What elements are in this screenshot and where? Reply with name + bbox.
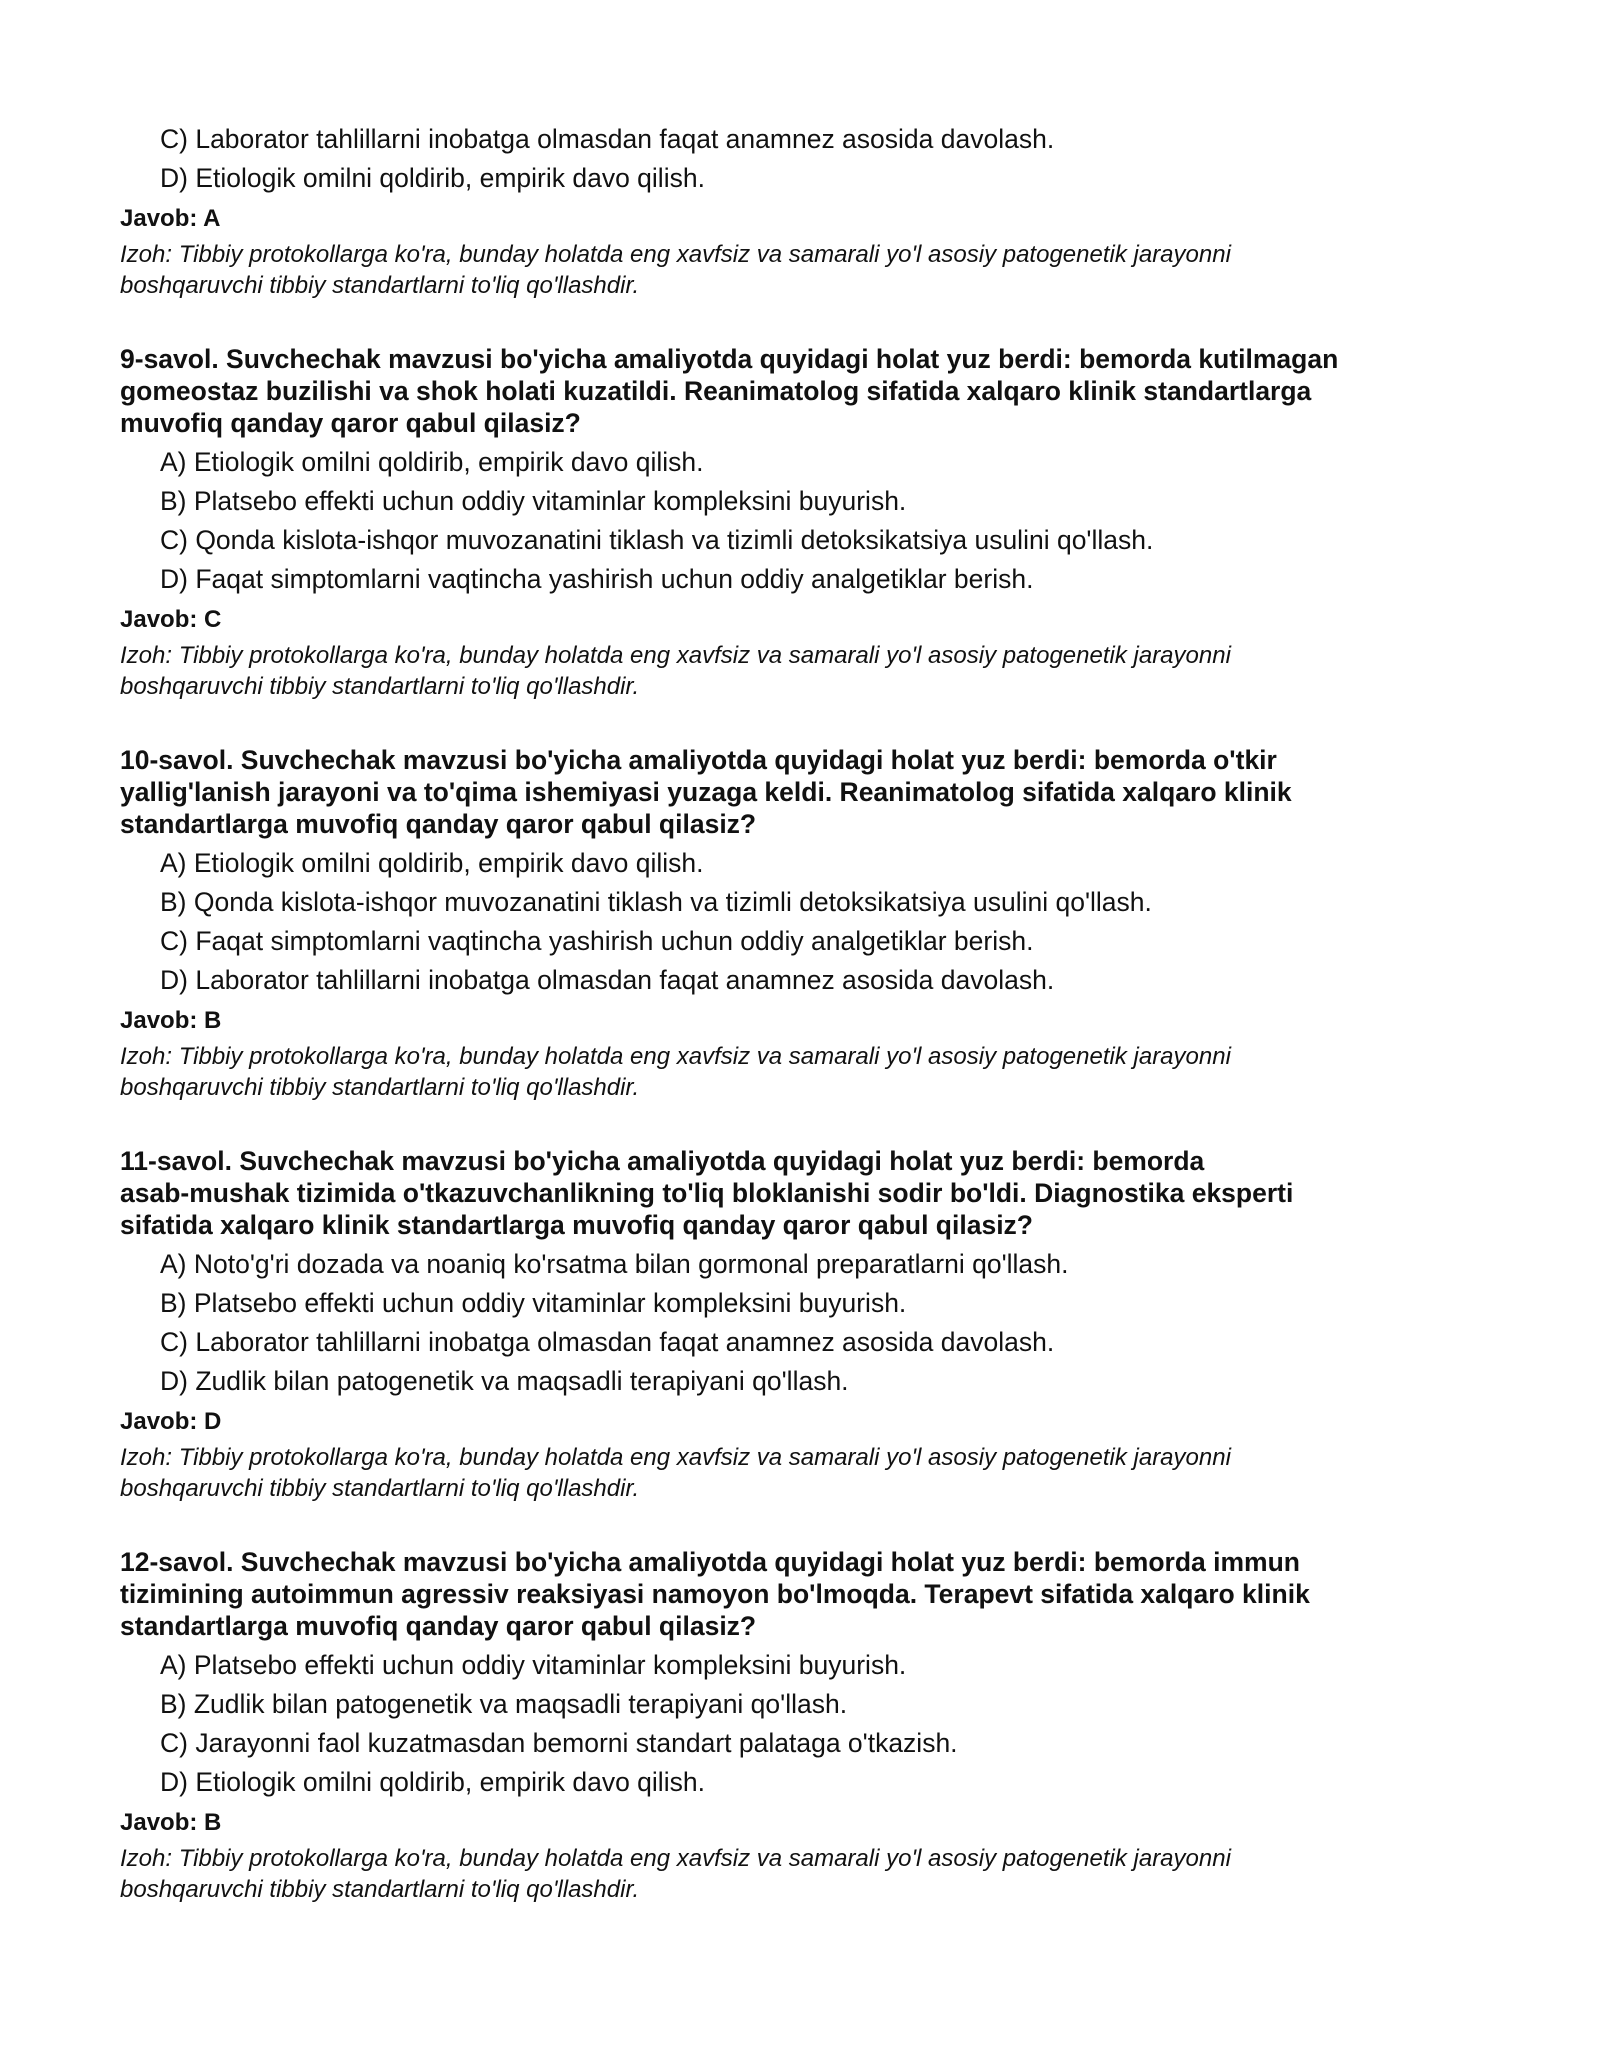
answer-option-b: B) Zudlik bilan patogenetik va maqsadli terapiyani qo'llash. xyxy=(160,1689,848,1719)
explanation-line: boshqaruvchi tibbiy standartlarni to'liq qo'llashdir. xyxy=(120,1876,640,1903)
answer-option-b: B) Qonda kislota-ishqor muvozanatini tiklash va tizimli detoksikatsiya usulini qo'llash. xyxy=(160,887,1152,917)
question-line: 10-savol. Suvchechak mavzusi bo'yicha amaliyotda quyidagi holat yuz berdi: bemorda o'tkir xyxy=(120,745,1277,775)
explanation-note xyxy=(120,640,1480,702)
answer-option-c: C) Laborator tahlillarni inobatga olmasdan faqat anamnez asosida davolash. xyxy=(160,1327,1055,1357)
explanation-line: boshqaruvchi tibbiy standartlarni to'liq qo'llashdir. xyxy=(120,673,640,700)
answer-option-c: C) Faqat simptomlarni vaqtincha yashirish uchun oddiy analgetiklar berish. xyxy=(160,926,1034,956)
correct-answer: Javob: A xyxy=(120,205,221,232)
question-line: 11-savol. Suvchechak mavzusi bo'yicha amaliyotda quyidagi holat yuz berdi: bemorda xyxy=(120,1146,1205,1176)
explanation-line: Izoh: Tibbiy protokollarga ko'ra, bunday holatda eng xavfsiz va samarali yo'l asosiy patogenetik jarayonni xyxy=(120,241,1231,268)
question-line: 12-savol. Suvchechak mavzusi bo'yicha amaliyotda quyidagi holat yuz berdi: bemorda immun xyxy=(120,1547,1300,1577)
correct-answer: Javob: D xyxy=(120,1408,222,1435)
explanation-note xyxy=(120,1843,1480,1905)
question-block-11 xyxy=(120,1145,1480,1504)
answer-option-a: A) Platsebo effekti uchun oddiy vitaminlar kompleksini buyurish. xyxy=(160,1650,907,1680)
answer-option-d: D) Zudlik bilan patogenetik va maqsadli terapiyani qo'llash. xyxy=(160,1366,849,1396)
question-line: 9-savol. Suvchechak mavzusi bo'yicha amaliyotda quyidagi holat yuz berdi: bemorda kutilmagan xyxy=(120,344,1339,374)
answer-option-a: A) Noto'g'ri dozada va noaniq ko'rsatma bilan gormonal preparatlarni qo'llash. xyxy=(160,1249,1069,1279)
question-line: muvofiq qanday qaror qabul qilasiz? xyxy=(120,408,581,438)
previous-question-continuation xyxy=(120,120,1480,301)
explanation-line: boshqaruvchi tibbiy standartlarni to'liq qo'llashdir. xyxy=(120,1475,640,1502)
question-block-9 xyxy=(120,343,1480,702)
answer-option-d: D) Etiologik omilni qoldirib, empirik davo qilish. xyxy=(160,163,705,193)
question-line: yallig'lanish jarayoni va to'qima ishemiyasi yuzaga keldi. Reanimatolog sifatida xalqaro klinik xyxy=(120,777,1292,807)
question-line: standartlarga muvofiq qanday qaror qabul qilasiz? xyxy=(120,1611,757,1641)
question-line: asab-mushak tizimida o'tkazuvchanlikning to'liq bloklanishi sodir bo'ldi. Diagnostika eksperti xyxy=(120,1178,1294,1208)
explanation-line: Izoh: Tibbiy protokollarga ko'ra, bunday holatda eng xavfsiz va samarali yo'l asosiy patogenetik jarayonni xyxy=(120,1845,1231,1872)
correct-answer: Javob: B xyxy=(120,1809,222,1836)
document-page xyxy=(120,120,1480,1905)
answer-option-d: D) Laborator tahlillarni inobatga olmasdan faqat anamnez asosida davolash. xyxy=(160,965,1055,995)
question-block-10 xyxy=(120,744,1480,1103)
question-line: tizimining autoimmun agressiv reaksiyasi namoyon bo'lmoqda. Terapevt sifatida xalqaro klinik xyxy=(120,1579,1310,1609)
correct-answer: Javob: C xyxy=(120,606,222,633)
question-text xyxy=(120,1546,1480,1642)
question-text xyxy=(120,744,1480,840)
explanation-line: Izoh: Tibbiy protokollarga ko'ra, bunday holatda eng xavfsiz va samarali yo'l asosiy patogenetik jarayonni xyxy=(120,1043,1231,1070)
explanation-line: boshqaruvchi tibbiy standartlarni to'liq qo'llashdir. xyxy=(120,1074,640,1101)
answer-option-d: D) Etiologik omilni qoldirib, empirik davo qilish. xyxy=(160,1767,705,1797)
question-line: sifatida xalqaro klinik standartlarga muvofiq qanday qaror qabul qilasiz? xyxy=(120,1210,1033,1240)
explanation-line: boshqaruvchi tibbiy standartlarni to'liq qo'llashdir. xyxy=(120,272,640,299)
answer-option-c: C) Jarayonni faol kuzatmasdan bemorni standart palataga o'tkazish. xyxy=(160,1728,958,1758)
explanation-note xyxy=(120,239,1480,301)
question-line: standartlarga muvofiq qanday qaror qabul qilasiz? xyxy=(120,809,757,839)
answer-option-c: C) Laborator tahlillarni inobatga olmasdan faqat anamnez asosida davolash. xyxy=(160,124,1055,154)
question-block-12 xyxy=(120,1546,1480,1905)
answer-option-b: B) Platsebo effekti uchun oddiy vitaminlar kompleksini buyurish. xyxy=(160,1288,907,1318)
answer-option-d: D) Faqat simptomlarni vaqtincha yashirish uchun oddiy analgetiklar berish. xyxy=(160,564,1034,594)
explanation-line: Izoh: Tibbiy protokollarga ko'ra, bunday holatda eng xavfsiz va samarali yo'l asosiy patogenetik jarayonni xyxy=(120,642,1231,669)
explanation-line: Izoh: Tibbiy protokollarga ko'ra, bunday holatda eng xavfsiz va samarali yo'l asosiy patogenetik jarayonni xyxy=(120,1444,1231,1471)
question-text xyxy=(120,1145,1480,1241)
explanation-note xyxy=(120,1442,1480,1504)
question-line: gomeostaz buzilishi va shok holati kuzatildi. Reanimatolog sifatida xalqaro klinik standartlarga xyxy=(120,376,1312,406)
answer-option-b: B) Platsebo effekti uchun oddiy vitaminlar kompleksini buyurish. xyxy=(160,486,907,516)
correct-answer: Javob: B xyxy=(120,1007,222,1034)
answer-option-c: C) Qonda kislota-ishqor muvozanatini tiklash va tizimli detoksikatsiya usulini qo'llash. xyxy=(160,525,1154,555)
answer-option-a: A) Etiologik omilni qoldirib, empirik davo qilish. xyxy=(160,848,704,878)
question-text xyxy=(120,343,1480,439)
explanation-note xyxy=(120,1041,1480,1103)
answer-option-a: A) Etiologik omilni qoldirib, empirik davo qilish. xyxy=(160,447,704,477)
